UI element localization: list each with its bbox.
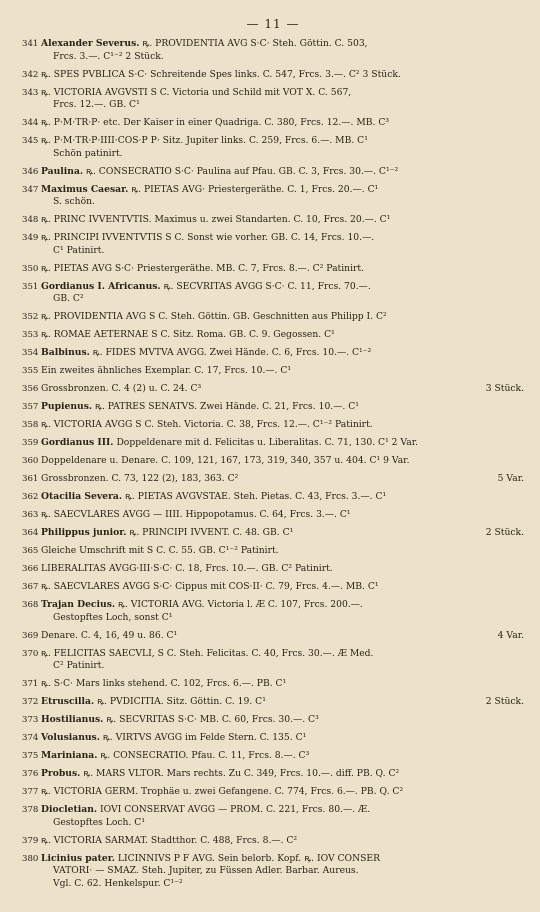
entry-text-wrap — [53, 660, 524, 673]
entry-number: 368 — [22, 600, 39, 611]
entry-line — [41, 817, 524, 830]
catalogue-entry — [22, 87, 524, 112]
catalogue-entry — [22, 135, 524, 160]
entry-text: Schön patinirt. — [53, 147, 123, 159]
entry-number: 344 — [22, 118, 39, 129]
entry-line — [41, 87, 524, 100]
ruler-name: Otacilia Severa. — [41, 491, 123, 503]
entry-quantity: 2 Stück. — [485, 527, 524, 539]
entry-content — [41, 401, 524, 414]
entry-line — [41, 38, 524, 51]
entry-number: 377 — [22, 787, 39, 798]
entry-content — [41, 599, 524, 624]
entry-text-wrap — [41, 491, 524, 504]
entry-text: ꝶ. SAECVLARES AVGG — IIII. Hippopotamus. C. 64, Frcs. 3.—. C¹ — [41, 509, 351, 521]
entry-content — [41, 69, 524, 82]
entry-text: Gestopftes Loch. C¹ — [53, 816, 146, 828]
entry-text-wrap — [41, 87, 524, 100]
entry-text-wrap — [41, 166, 524, 179]
entry-content — [41, 473, 524, 486]
entry-quantity: 2 Stück. — [485, 696, 524, 708]
entry-text: Grossbronzen. C. 4 (2) u. C. 24. C³ — [41, 383, 202, 395]
entry-text-wrap — [41, 786, 524, 799]
entry-text-wrap — [41, 347, 524, 360]
entry-content — [41, 714, 524, 727]
entry-line — [41, 135, 524, 148]
entry-text-wrap — [41, 835, 524, 848]
entry-content — [41, 166, 524, 179]
entry-number: 369 — [22, 630, 39, 641]
entry-text-wrap — [41, 630, 492, 643]
catalogue-entry — [22, 563, 524, 576]
catalogue-entry — [22, 419, 524, 432]
entry-text: Grossbronzen. C. 73, 122 (2), 183, 363. C² — [41, 473, 239, 485]
entry-quantity: 3 Stück. — [485, 383, 524, 395]
entry-line — [41, 148, 524, 161]
entry-number: 378 — [22, 805, 39, 816]
entry-line — [41, 196, 524, 209]
catalogue-entry — [22, 527, 524, 540]
ruler-name: Paulina. — [41, 165, 84, 177]
ruler-name: Pupienus. — [41, 401, 93, 413]
entry-text-wrap — [41, 135, 524, 148]
entry-line — [41, 804, 524, 817]
entry-text: ꝶ. PROVIDENTIA AVG S C. Steh. Göttin. GB. Geschnitten aus Philipp I. C² — [41, 311, 387, 323]
entry-line — [41, 878, 524, 891]
entry-text: ꝶ. VICTORIA GERM. Trophäe u. zwei Gefangene. C. 774, Frcs. 6.—. PB. Q. C² — [41, 786, 404, 798]
entry-text: ꝶ. PIETAS AVG· Priestergeräthe. C. 1, Frcs. 20.—. C¹ — [131, 183, 379, 195]
entry-line — [41, 419, 524, 432]
entry-text-wrap — [53, 99, 524, 112]
entry-text-wrap — [53, 817, 524, 830]
entry-number: 372 — [22, 697, 39, 708]
entry-line — [41, 99, 524, 112]
entry-text: ꝶ. SECVRITAS AVGG S·C· C. 11, Frcs. 70.—. — [163, 280, 371, 292]
page-number: — 11 — — [246, 17, 300, 31]
entry-line — [41, 786, 524, 799]
entry-number: 359 — [22, 438, 39, 449]
entry-text: ꝶ. PRINCIPI IVVENT. C. 48. GB. C¹ — [129, 527, 294, 539]
entry-line — [41, 329, 524, 342]
entry-text: S. schön. — [53, 196, 95, 208]
entry-number: 363 — [22, 510, 39, 521]
entry-text: LICINNIVS P F AVG. Sein belorb. Kopf. ꝶ. IOV CONSER — [117, 852, 381, 864]
entry-line — [41, 383, 524, 396]
entry-text-wrap — [41, 732, 524, 745]
entry-text-wrap — [41, 648, 524, 661]
entry-line — [41, 311, 524, 324]
entry-text-wrap — [41, 214, 524, 227]
entry-text: LIBERALITAS AVGG·III·S·C· C. 18, Frcs. 10.—. GB. C² Patinirt. — [41, 563, 333, 575]
catalogue-entry — [22, 545, 524, 558]
ruler-name: Diocletian. — [41, 804, 98, 816]
entry-text: ꝶ. SECVRITAS S·C· MB. C. 60, Frcs. 30.—. C³ — [106, 714, 319, 726]
entry-number: 370 — [22, 648, 39, 659]
entry-content — [41, 281, 524, 306]
entry-text-wrap — [53, 293, 524, 306]
entry-number: 375 — [22, 751, 39, 762]
entry-text: Vgl. C. 62. Henkelspur. C¹⁻² — [53, 877, 183, 889]
entry-text-wrap — [53, 612, 524, 625]
ruler-name: Etruscilla. — [41, 696, 95, 708]
entry-text-wrap — [41, 455, 524, 468]
entry-text: ꝶ. FELICITAS SAECVLI, S C. Steh. Felicitas. C. 40, Frcs. 30.—. Æ Med. — [41, 647, 374, 659]
entry-content — [41, 365, 524, 378]
entry-number: 352 — [22, 312, 39, 323]
entry-line — [41, 768, 524, 781]
entry-text: ꝶ. PRINCIPI IVVENTVTIS S C. Sonst wie vorher. GB. C. 14, Frcs. 10.—. — [41, 232, 375, 244]
entry-content — [41, 678, 524, 691]
entry-text-wrap — [41, 527, 480, 540]
entry-content — [41, 786, 524, 799]
entry-line — [41, 581, 524, 594]
entry-line — [41, 51, 524, 64]
entry-line — [41, 347, 524, 360]
entry-line — [41, 365, 524, 378]
catalogue-entry — [22, 473, 524, 486]
entry-text-wrap — [41, 365, 524, 378]
entry-line — [41, 732, 524, 745]
entry-text: ꝶ. CONSECRATIO S·C· Paulina auf Pfau. GB. C. 3, Frcs. 30.—. C¹⁻² — [86, 165, 399, 177]
catalogue-entry — [22, 383, 524, 396]
entry-number: 347 — [22, 184, 39, 195]
entry-text: Gestopftes Loch, sonst C¹ — [53, 611, 173, 623]
entry-number: 345 — [22, 136, 39, 147]
catalogue-entry — [22, 263, 524, 276]
entry-content — [41, 263, 524, 276]
entry-line — [41, 263, 524, 276]
entry-line — [41, 455, 524, 468]
catalogue-entry — [22, 678, 524, 691]
catalogue-entry — [22, 581, 524, 594]
entry-content — [41, 732, 524, 745]
entry-text-wrap — [53, 245, 524, 258]
catalogue-entry — [22, 347, 524, 360]
entry-content — [41, 509, 524, 522]
entry-quantity: 4 Var. — [497, 629, 524, 641]
entry-content — [41, 630, 524, 643]
entry-content — [41, 527, 524, 540]
entry-text-wrap — [41, 281, 524, 294]
entry-line — [41, 245, 524, 258]
entry-number: 366 — [22, 564, 39, 575]
entry-number: 353 — [22, 330, 39, 341]
entry-text: ꝶ. PIETAS AVGVSTAE. Steh. Pietas. C. 43, Frcs. 3.—. C¹ — [125, 491, 387, 503]
entry-text-wrap — [41, 38, 524, 51]
entry-number: 367 — [22, 582, 39, 593]
entry-text: Gleiche Umschrift mit S C. C. 55. GB. C¹⁻² Patinirt. — [41, 545, 279, 557]
catalogue-entry — [22, 166, 524, 179]
entry-text-wrap — [41, 509, 524, 522]
entry-text-wrap — [53, 878, 524, 891]
entry-number: 364 — [22, 528, 39, 539]
entry-text: GB. C² — [53, 293, 84, 305]
entry-line — [41, 750, 524, 763]
entry-line — [41, 696, 524, 709]
entry-text-wrap — [41, 714, 524, 727]
entry-text-wrap — [41, 184, 524, 197]
entry-line — [41, 630, 524, 643]
entry-number: 374 — [22, 733, 39, 744]
catalogue-entry — [22, 714, 524, 727]
entry-text: VATORI· — SMAZ. Steh. Jupiter, zu Füssen Adler. Barbar. Aureus. — [53, 865, 359, 877]
entry-text-wrap — [41, 383, 480, 396]
entry-line — [41, 678, 524, 691]
entry-text: IOVI CONSERVAT AVGG — PROM. C. 221, Frcs. 80.—. Æ. — [100, 804, 371, 816]
entry-text-wrap — [41, 401, 524, 414]
entry-text-wrap — [41, 473, 492, 486]
entry-content — [41, 232, 524, 257]
entry-text-wrap — [41, 599, 524, 612]
entry-text: Doppeldenare u. Denare. C. 109, 121, 167, 173, 319, 340, 357 u. 404. C¹ 9 Var. — [41, 455, 410, 467]
entry-text-wrap — [41, 768, 524, 781]
catalogue-entry — [22, 281, 524, 306]
entry-text: Frcs. 12.—. GB. C¹ — [53, 99, 140, 111]
entry-text: ꝶ. VIRTVS AVGG im Felde Stern. C. 135. C¹ — [102, 732, 307, 744]
catalogue-entry — [22, 491, 524, 504]
ruler-name: Alexander Severus. — [41, 38, 140, 49]
entry-content — [41, 135, 524, 160]
entry-text: Ein zweites ähnliches Exemplar. C. 17, Frcs. 10.—. C¹ — [41, 365, 292, 377]
entry-text: ꝶ. CONSECRATIO. Pfau. C. 11, Frcs. 8.—. C³ — [100, 750, 310, 762]
ruler-name: Trajan Decius. — [41, 599, 116, 611]
entry-number: 371 — [22, 679, 39, 690]
entry-line — [41, 527, 524, 540]
entry-number: 355 — [22, 366, 39, 377]
catalogue-entry — [22, 69, 524, 82]
entry-number: 356 — [22, 384, 39, 395]
catalogue-entry — [22, 630, 524, 643]
catalogue-entry — [22, 599, 524, 624]
entry-text-wrap — [41, 329, 524, 342]
entry-content — [41, 437, 524, 450]
entry-content — [41, 545, 524, 558]
catalogue-entry — [22, 786, 524, 799]
catalogue-entry — [22, 329, 524, 342]
entry-content — [41, 648, 524, 673]
entry-line — [41, 69, 524, 82]
ruler-name: Balbinus. — [41, 347, 90, 359]
entry-line — [41, 117, 524, 130]
entry-number: 346 — [22, 166, 39, 177]
catalogue-entry — [22, 401, 524, 414]
ruler-name: Philippus junior. — [41, 527, 127, 539]
entry-content — [41, 214, 524, 227]
entry-line — [41, 491, 524, 504]
entry-text-wrap — [41, 581, 524, 594]
entry-content — [41, 419, 524, 432]
catalogue-entry — [22, 455, 524, 468]
entry-number: 365 — [22, 546, 39, 557]
catalogue-entry — [22, 853, 524, 891]
entry-number: 373 — [22, 715, 39, 726]
entry-line — [41, 865, 524, 878]
ruler-name: Licinius pater. — [41, 852, 115, 864]
entry-number: 342 — [22, 69, 39, 80]
entry-line — [41, 401, 524, 414]
entry-number: 380 — [22, 853, 39, 864]
entry-text-wrap — [41, 804, 524, 817]
entry-text-wrap — [41, 419, 524, 432]
entry-text: ꝶ. SPES PVBLICA S·C· Schreitende Spes links. C. 547, Frcs. 3.—. C² 3 Stück. — [41, 68, 401, 80]
entry-line — [41, 835, 524, 848]
entry-text-wrap — [41, 69, 524, 82]
catalogue-entry — [22, 648, 524, 673]
entry-text: ꝶ. ROMAE AETERNAE S C. Sitz. Roma. GB. C. 9. Gegossen. C¹ — [41, 329, 335, 341]
entry-text: Denare. C. 4, 16, 49 u. 86. C¹ — [41, 629, 178, 641]
ruler-name: Volusianus. — [41, 732, 100, 744]
entry-line — [41, 437, 524, 450]
ruler-name: Hostilianus. — [41, 714, 104, 726]
entry-content — [41, 804, 524, 829]
entry-number: 354 — [22, 348, 39, 359]
entry-line — [41, 612, 524, 625]
entry-text-wrap — [53, 51, 524, 64]
entry-text: ꝶ. PATRES SENATVS. Zwei Hände. C. 21, Frcs. 10.—. C¹ — [95, 401, 359, 413]
entry-line — [41, 281, 524, 294]
entry-text: ꝶ. VICTORIA AVG. Victoria l. Æ C. 107, Frcs. 200.—. — [118, 599, 363, 611]
entry-line — [41, 166, 524, 179]
entry-number: 379 — [22, 835, 39, 846]
entry-number: 341 — [22, 39, 39, 49]
entry-number: 357 — [22, 402, 39, 413]
entry-line — [41, 599, 524, 612]
entry-text-wrap — [41, 311, 524, 324]
entry-number: 343 — [22, 87, 39, 98]
entry-text: ꝶ. PIETAS AVG S·C· Priestergeräthe. MB. C. 7, Frcs. 8.—. C² Patinirt. — [41, 262, 365, 274]
entry-number: 348 — [22, 215, 39, 226]
entry-text: ꝶ. MARS VLTOR. Mars rechts. Zu C. 349, Frcs. 10.—. diff. PB. Q. C² — [83, 768, 400, 780]
entry-number: 350 — [22, 263, 39, 274]
entry-text: ꝶ. SAECVLARES AVGG S·C· Cippus mit COS·II· C. 79, Frcs. 4.—. MB. C¹ — [41, 581, 379, 593]
entry-content — [41, 768, 524, 781]
entry-line — [41, 509, 524, 522]
entry-text: C¹ Patinirt. — [53, 244, 105, 256]
entry-content — [41, 117, 524, 130]
ruler-name: Mariniana. — [41, 750, 98, 762]
entry-text-wrap — [41, 232, 524, 245]
entry-text: ꝶ. PRINC IVVENTVTIS. Maximus u. zwei Standarten. C. 10, Frcs. 20.—. C¹ — [41, 214, 391, 226]
ruler-name: Maximus Caesar. — [41, 183, 129, 195]
catalogue-entry — [22, 232, 524, 257]
catalogue-entry — [22, 184, 524, 209]
entry-text-wrap — [41, 117, 524, 130]
entry-content — [41, 853, 524, 891]
entry-text-wrap — [53, 148, 524, 161]
catalogue-entry — [22, 214, 524, 227]
entry-text-wrap — [41, 263, 524, 276]
catalogue-entry — [22, 696, 524, 709]
entry-content — [41, 455, 524, 468]
entry-line — [41, 184, 524, 197]
entry-number: 360 — [22, 456, 39, 467]
entry-text: Frcs. 3.—. C¹⁻² 2 Stück. — [53, 50, 164, 62]
entry-number: 358 — [22, 420, 39, 431]
catalogue-entry — [22, 835, 524, 848]
entry-text: ꝶ. VICTORIA AVGG S C. Steh. Victoria. C. 38, Frcs. 12.—. C¹⁻² Patinirt. — [41, 419, 373, 431]
catalogue-entry — [22, 117, 524, 130]
catalogue-entry — [22, 804, 524, 829]
entry-number: 351 — [22, 281, 39, 292]
catalogue-entry — [22, 365, 524, 378]
entry-line — [41, 714, 524, 727]
entry-text: ꝶ. P·M·TR·P·IIII·COS·P P· Sitz. Jupiter links. C. 259, Frcs. 6.—. MB. C¹ — [41, 135, 368, 147]
entry-quantity: 5 Var. — [497, 473, 524, 485]
catalogue-entry — [22, 768, 524, 781]
entry-line — [41, 214, 524, 227]
entry-text: ꝶ. PROVIDENTIA AVG S·C· Steh. Göttin. C. 503, — [142, 38, 368, 49]
catalogue-entry — [22, 732, 524, 745]
entry-line — [41, 545, 524, 558]
entry-text-wrap — [53, 196, 524, 209]
entry-line — [41, 232, 524, 245]
entry-number: 362 — [22, 492, 39, 503]
entry-content — [41, 383, 524, 396]
entry-content — [41, 329, 524, 342]
entry-text: ꝶ. FIDES MVTVA AVGG. Zwei Hände. C. 6, Frcs. 10.—. C¹⁻² — [92, 347, 372, 359]
entry-content — [41, 696, 524, 709]
entry-text-wrap — [41, 437, 524, 450]
entry-line — [41, 293, 524, 306]
entry-text: ꝶ. S·C· Mars links stehend. C. 102, Frcs. 6.—. PB. C¹ — [41, 678, 287, 690]
catalogue-entry — [22, 750, 524, 763]
catalogue-entry — [22, 311, 524, 324]
entry-list — [22, 38, 524, 891]
entry-content — [41, 563, 524, 576]
entry-content — [41, 184, 524, 209]
entry-line — [41, 473, 524, 486]
entry-text: ꝶ. PVDICITIA. Sitz. Göttin. C. 19. C¹ — [97, 696, 266, 708]
ruler-name: Probus. — [41, 768, 81, 780]
entry-content — [41, 347, 524, 360]
entry-text-wrap — [41, 853, 524, 866]
entry-text-wrap — [41, 678, 524, 691]
entry-content — [41, 87, 524, 112]
entry-text: ꝶ. VICTORIA AVGVSTI S C. Victoria und Schild mit VOT X. C. 567, — [41, 86, 352, 98]
entry-text: Doppeldenare mit d. Felicitas u. Liberalitas. C. 71, 130. C¹ 2 Var. — [116, 437, 419, 449]
entry-text-wrap — [41, 750, 524, 763]
entry-content — [41, 491, 524, 504]
entry-content — [41, 581, 524, 594]
entry-content — [41, 311, 524, 324]
catalogue-entry — [22, 509, 524, 522]
catalogue-entry — [22, 437, 524, 450]
entry-number: 349 — [22, 233, 39, 244]
entry-text: ꝶ. VICTORIA SARMAT. Stadtthor. C. 488, Frcs. 8.—. C² — [41, 834, 298, 846]
entry-text: ꝶ. P·M·TR·P· etc. Der Kaiser in einer Quadriga. C. 380, Frcs. 12.—. MB. C³ — [41, 117, 390, 129]
entry-text-wrap — [41, 545, 524, 558]
catalogue-entry — [22, 38, 524, 63]
entry-content — [41, 835, 524, 848]
ruler-name: Gordianus I. Africanus. — [41, 280, 161, 292]
entry-number: 376 — [22, 769, 39, 780]
entry-content — [41, 750, 524, 763]
ruler-name: Gordianus III. — [41, 437, 114, 449]
entry-line — [41, 660, 524, 673]
entry-text-wrap — [53, 865, 524, 878]
entry-text-wrap — [41, 696, 480, 709]
entry-text: C² Patinirt. — [53, 660, 105, 672]
entry-line — [41, 853, 524, 866]
entry-content — [41, 38, 524, 63]
entry-line — [41, 563, 524, 576]
entry-line — [41, 648, 524, 661]
entry-number: 361 — [22, 474, 39, 485]
entry-text-wrap — [41, 563, 524, 576]
